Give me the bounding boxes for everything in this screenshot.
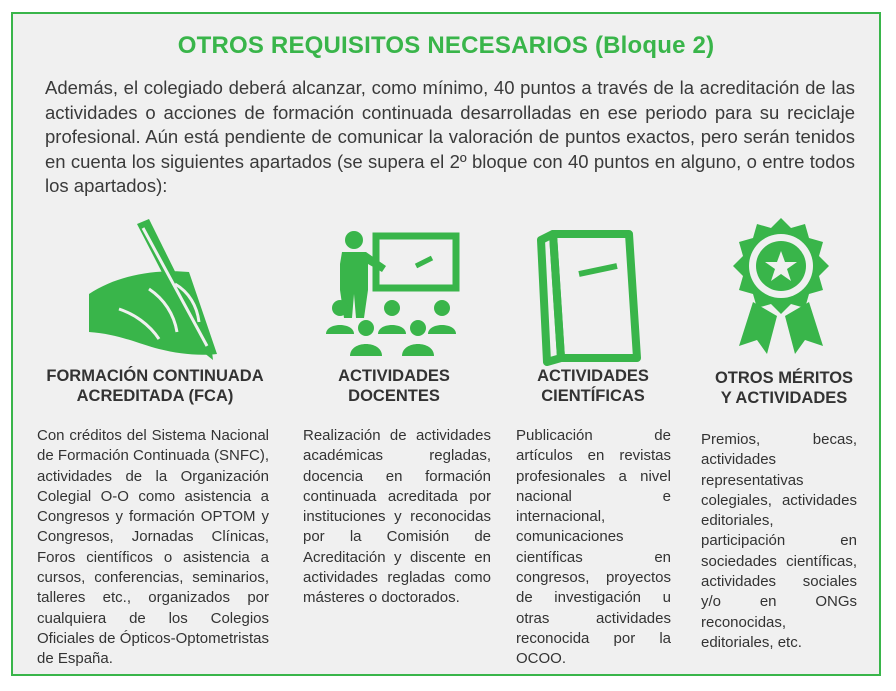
column-title-line: ACREDITADA (FCA) xyxy=(76,387,234,405)
award-ribbon-icon xyxy=(719,216,843,358)
column-title-line: ACTIVIDADES xyxy=(338,367,450,385)
column-title-line: ACTIVIDADES xyxy=(537,367,649,385)
column-description: Con créditos del Sistema Nacional de Formación Continuada (SNFC), actividades de la Organización Colegial O-O como asistencia a Congresos y formación OPTOM y Congresos, Jornadas Clínicas, Foros científicos o asistencia a cursos, conferencias, seminarios, talleres etc., organizados por cualquiera de los Colegios Oficiales de Ópticos-Optometristas de España. xyxy=(37,427,269,668)
column-title-line: OTROS MÉRITOS xyxy=(714,369,854,387)
column-title xyxy=(503,366,683,406)
column-title-line: FORMACIÓN CONTINUADA xyxy=(46,367,264,385)
teacher-classroom-icon xyxy=(324,222,460,358)
info-panel xyxy=(11,12,881,676)
column-title xyxy=(689,368,879,408)
intro-paragraph: Además, el colegiado deberá alcanzar, como mínimo, 40 puntos a través de la acreditación de las actividades o acciones de formación continuada desarrolladas en ese periodo para su reciclaje profesional. Aún está pendiente de comunicar la valoración de puntos exactos, pero serán tenidos en cuenta los siguientes apartados (se supera el 2º bloque con 40 puntos en alguno, o entre todos los apartados): xyxy=(45,77,855,196)
column-description: Premios, becas, actividades representativas colegiales, actividades editoriales, participación en sociedades científicas, actividades sociales y/o en ONGs reconocidas, editoriales, etc. xyxy=(701,431,857,651)
column-title xyxy=(299,366,489,406)
column-title-line: DOCENTES xyxy=(348,387,440,405)
column-description: Publicación de artículos en revistas profesionales a nivel nacional e internacional, comunicaciones científicas en congresos, proyectos de investigación u otras actividades reconocida por la OCOO. xyxy=(516,427,671,668)
column-title-line: CIENTÍFICAS xyxy=(541,387,645,405)
journal-book-icon xyxy=(533,226,651,366)
column-description: Realización de actividades académicas regladas, docencia en formación continuada acreditada por instituciones y reconocidas por la Comisión de Acreditación y discente en actividades regladas como másteres o doctorados. xyxy=(303,427,491,607)
page-title: OTROS REQUISITOS NECESARIOS (Bloque 2) xyxy=(177,32,715,59)
column-title-line: Y ACTIVIDADES xyxy=(720,389,848,407)
column-title xyxy=(35,366,275,406)
hand-writing-pen-icon xyxy=(79,214,229,364)
